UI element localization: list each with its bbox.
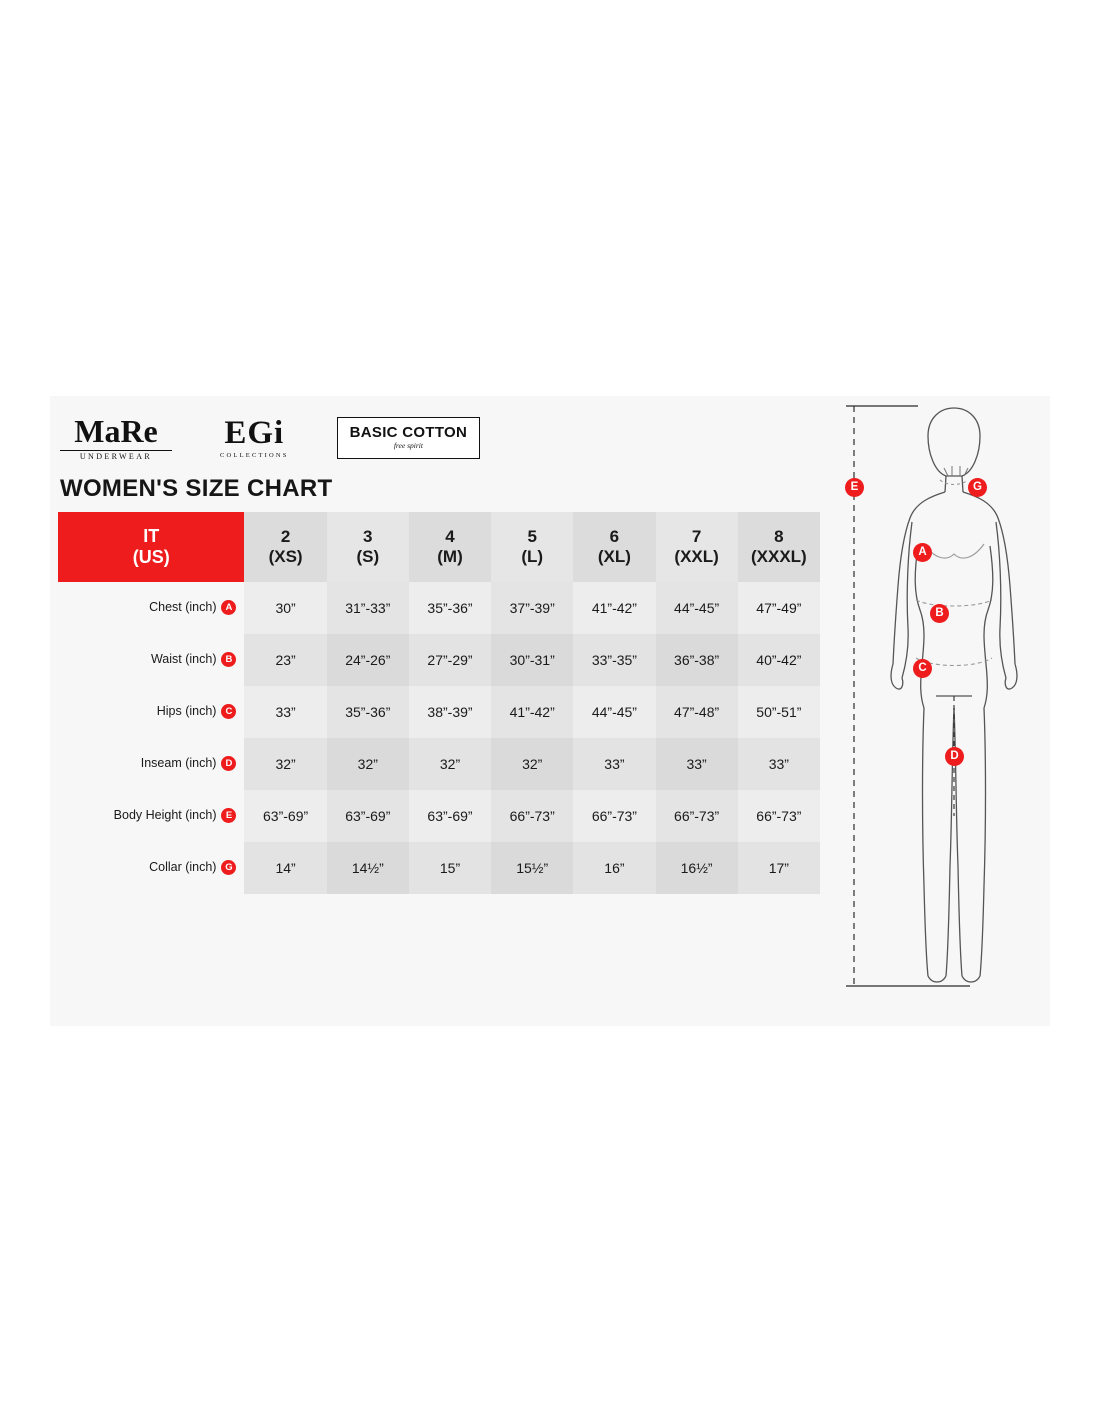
mare-tagline: UNDERWEAR (79, 452, 153, 461)
cell-waist-6: 33”-35” (573, 634, 655, 686)
cell-hips-3: 35”-36” (327, 686, 409, 738)
header-size-6-us: (XL) (597, 547, 631, 566)
header-size-7-it: 7 (691, 526, 702, 546)
table-header-row (58, 512, 820, 582)
header-size-6 (573, 512, 655, 582)
size-chart-sheet (50, 396, 1050, 1026)
mare-wordmark: MaRe (74, 413, 158, 449)
header-it-us (58, 512, 244, 582)
egi-wordmark: EGi (224, 414, 285, 451)
header-size-4-it: 4 (445, 526, 455, 546)
header-size-2-it: 2 (280, 526, 291, 546)
basic-cotton-wordmark: BASIC COTTON (349, 423, 468, 441)
header-size-8 (738, 512, 820, 582)
cell-chest-3: 31”-33” (327, 582, 409, 634)
size-chart-table (58, 512, 820, 894)
cell-inseam-2: 32” (244, 738, 326, 790)
badge-g-icon: G (221, 860, 236, 875)
cell-inseam-6: 33” (573, 738, 655, 790)
table-row (58, 582, 820, 634)
cell-hips-5: 41”-42” (491, 686, 573, 738)
figure-badge-e-icon: E (845, 478, 864, 497)
badge-b-icon: B (221, 652, 236, 667)
row-label-collar-text: Collar (inch) (149, 860, 217, 875)
cell-waist-2: 23” (244, 634, 326, 686)
cell-waist-3: 24”-26” (327, 634, 409, 686)
page-title: WOMEN'S SIZE CHART (60, 475, 333, 502)
header-size-5-us: (L) (521, 547, 544, 566)
header-us-label: (US) (132, 547, 170, 567)
cell-hips-2: 33” (244, 686, 326, 738)
cell-collar-4: 15” (409, 842, 491, 894)
egi-tagline: COLLECTIONS (220, 451, 289, 459)
badge-a-icon: A (221, 600, 236, 615)
cell-hips-6: 44”-45” (573, 686, 655, 738)
header-size-2-us: (XS) (268, 547, 303, 566)
figure-badge-d-icon: D (945, 747, 964, 766)
cell-chest-6: 41”-42” (573, 582, 655, 634)
header-size-5 (491, 512, 573, 582)
mare-divider (60, 450, 172, 451)
body-measurement-diagram (840, 396, 1050, 1026)
cell-waist-8: 40”-42” (738, 634, 820, 686)
basic-cotton-logo (337, 417, 481, 460)
brand-logo-row (60, 410, 480, 466)
header-size-3-us: (S) (356, 547, 380, 566)
cell-hips-4: 38”-39” (409, 686, 491, 738)
cell-body-height-4: 63”-69” (409, 790, 491, 842)
table-row (58, 842, 820, 894)
cell-inseam-8: 33” (738, 738, 820, 790)
row-label-inseam-text: Inseam (inch) (140, 756, 217, 771)
header-size-3 (327, 512, 409, 582)
row-label-chest (58, 582, 244, 634)
header-size-3-it: 3 (363, 526, 373, 546)
cell-chest-8: 47”-49” (738, 582, 820, 634)
header-size-5-it: 5 (527, 526, 537, 546)
figure-badge-c-icon: C (913, 659, 932, 678)
badge-d-icon: D (221, 756, 236, 771)
basic-cotton-tagline: free spirit (393, 441, 423, 451)
header-size-4-us: (M) (437, 547, 463, 566)
figure-badge-g-icon: G (968, 478, 987, 497)
row-label-body-height (58, 790, 244, 842)
header-size-8-us: (XXXL) (750, 547, 807, 566)
cell-waist-7: 36”-38” (656, 634, 738, 686)
table-row (58, 634, 820, 686)
row-label-waist-text: Waist (inch) (150, 652, 217, 667)
header-size-7-us: (XXL) (674, 547, 719, 566)
mare-underwear-logo (60, 415, 172, 461)
table-row (58, 686, 820, 738)
header-size-8-it: 8 (774, 526, 784, 546)
cell-collar-5: 15½” (491, 842, 573, 894)
header-size-7 (656, 512, 738, 582)
female-body-figure-icon (840, 396, 1050, 1026)
cell-chest-7: 44”-45” (656, 582, 738, 634)
table-row (58, 738, 820, 790)
header-size-4 (409, 512, 491, 582)
cell-hips-7: 47”-48” (656, 686, 738, 738)
cell-body-height-5: 66”-73” (491, 790, 573, 842)
row-label-collar (58, 842, 244, 894)
cell-inseam-3: 32” (327, 738, 409, 790)
cell-collar-7: 16½” (656, 842, 738, 894)
badge-c-icon: C (221, 704, 236, 719)
figure-badge-a-icon: A (913, 543, 932, 562)
row-label-inseam (58, 738, 244, 790)
badge-e-icon: E (221, 808, 236, 823)
row-label-hips-text: Hips (inch) (156, 704, 217, 719)
cell-hips-8: 50”-51” (738, 686, 820, 738)
cell-inseam-4: 32” (409, 738, 491, 790)
egi-collections-logo (220, 414, 289, 460)
header-it-label: IT (143, 525, 160, 546)
header-size-2 (244, 512, 326, 582)
cell-chest-2: 30” (244, 582, 326, 634)
row-label-hips (58, 686, 244, 738)
header-size-6-it: 6 (609, 526, 620, 546)
cell-waist-5: 30”-31” (491, 634, 573, 686)
cell-body-height-8: 66”-73” (738, 790, 820, 842)
cell-collar-8: 17” (738, 842, 820, 894)
cell-body-height-7: 66”-73” (656, 790, 738, 842)
row-label-chest-text: Chest (inch) (149, 600, 217, 615)
row-label-body-height-text: Body Height (inch) (113, 808, 217, 823)
cell-collar-2: 14” (244, 842, 326, 894)
cell-chest-5: 37”-39” (491, 582, 573, 634)
cell-body-height-2: 63”-69” (244, 790, 326, 842)
cell-collar-6: 16” (573, 842, 655, 894)
cell-inseam-5: 32” (491, 738, 573, 790)
cell-collar-3: 14½” (327, 842, 409, 894)
row-label-waist (58, 634, 244, 686)
cell-waist-4: 27”-29” (409, 634, 491, 686)
cell-body-height-3: 63”-69” (327, 790, 409, 842)
figure-badge-b-icon: B (930, 604, 949, 623)
table-row (58, 790, 820, 842)
cell-chest-4: 35”-36” (409, 582, 491, 634)
cell-body-height-6: 66”-73” (573, 790, 655, 842)
cell-inseam-7: 33” (656, 738, 738, 790)
